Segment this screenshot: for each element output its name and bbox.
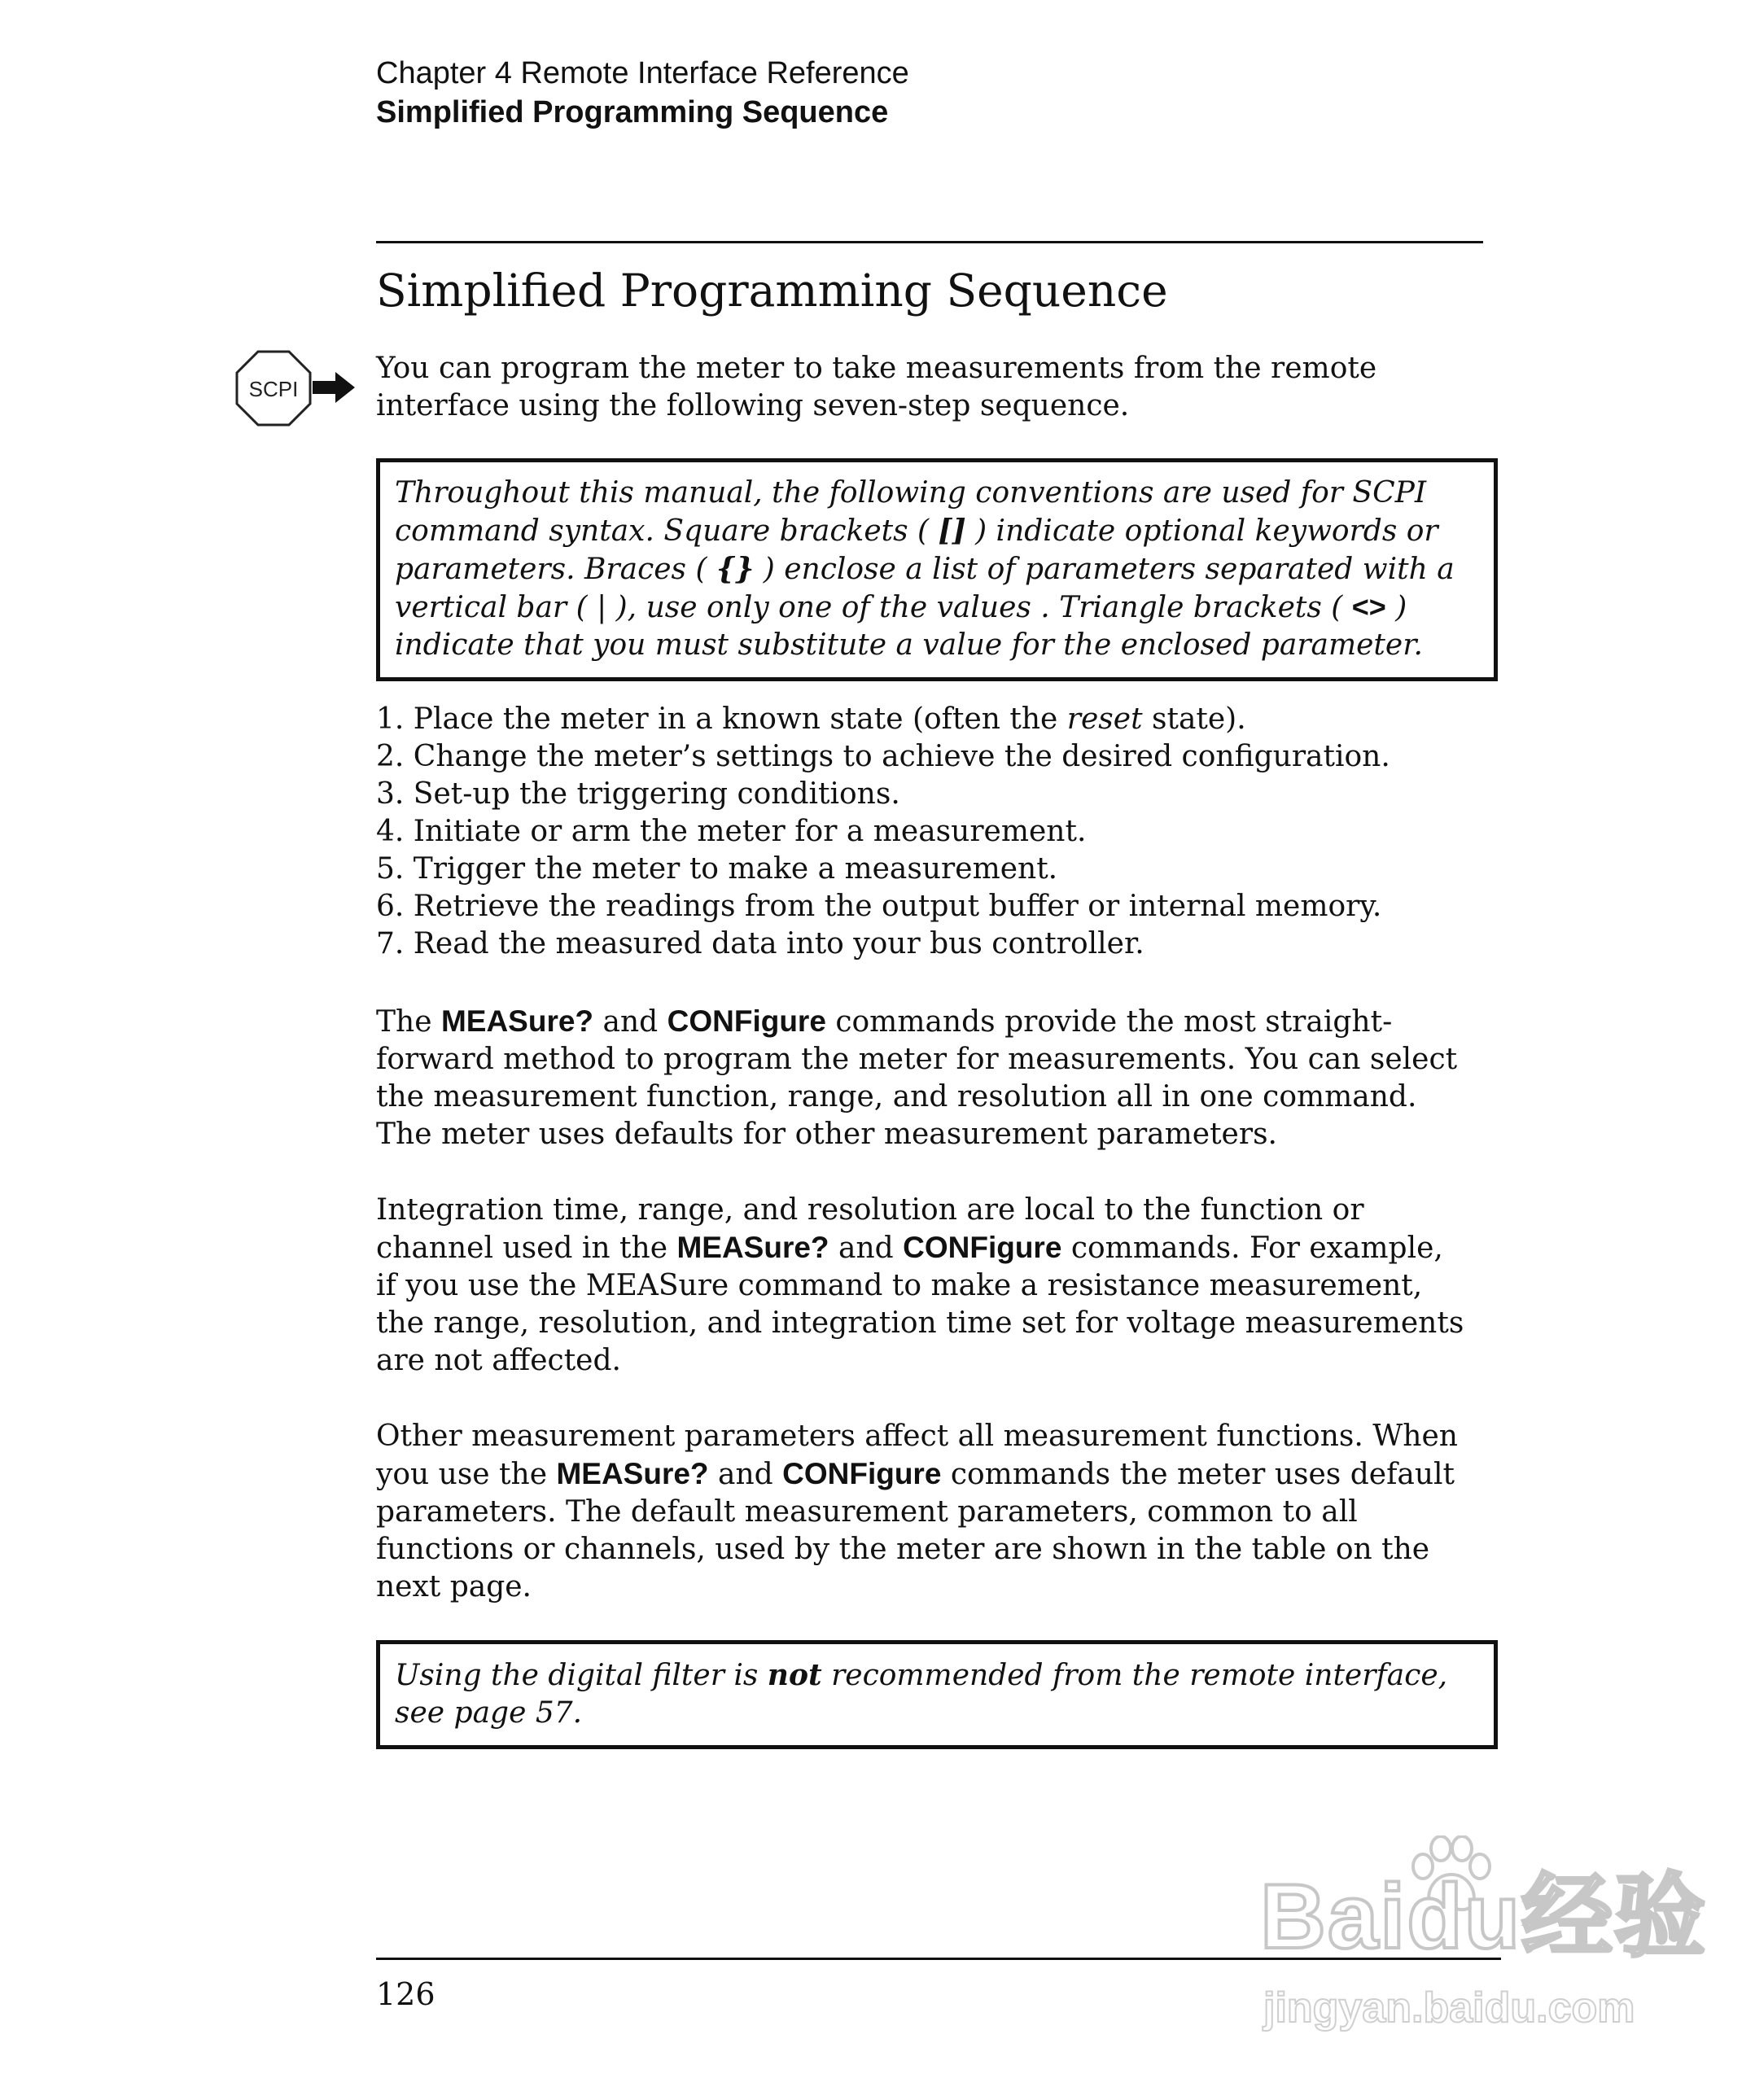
watermark-logo-text: Baidu经验: [1260, 1866, 1708, 1967]
page-title: Simplified Programming Sequence: [376, 265, 1168, 317]
paragraph-line: functions or channels, used by the meter are shown in the table on the: [376, 1533, 1430, 1566]
digital-filter-note: [376, 1640, 1498, 1749]
scpi-stop-sign-icon: [235, 350, 312, 427]
list-item: 2. Change the meter’s settings to achieve the desired configuration.: [376, 740, 1390, 773]
paragraph-line: The MEASure? and CONFigure commands provide the most straight-: [376, 1004, 1393, 1039]
note-line: parameters. Braces ( {} ) enclose a list of parameters separated with a: [395, 552, 1455, 586]
configure-command: CONFigure: [782, 1457, 942, 1490]
measure-command: MEASure?: [440, 1004, 594, 1038]
baidu-watermark: [1260, 1860, 1708, 2067]
paragraph-line: the range, resolution, and integration time set for voltage measurements: [376, 1306, 1464, 1340]
intro-line: interface using the following seven-step sequence.: [376, 389, 1130, 422]
right-arrow-icon: [313, 372, 355, 403]
square-brackets-symbol: []: [938, 514, 966, 548]
paragraph-line: the measurement function, range, and resolution all in one command.: [376, 1080, 1417, 1113]
list-item: 7. Read the measured data into your bus controller.: [376, 927, 1144, 960]
paragraph-line: Integration time, range, and resolution are local to the function or: [376, 1193, 1364, 1227]
paragraph-line: parameters. The default measurement parameters, common to all: [376, 1495, 1358, 1529]
paragraph-line: channel used in the MEASure? and CONFigure commands. For example,: [376, 1231, 1443, 1265]
configure-command: CONFigure: [667, 1004, 826, 1038]
syntax-conventions-note: [376, 458, 1498, 681]
configure-command: CONFigure: [903, 1231, 1062, 1264]
top-divider: [376, 241, 1483, 243]
other-parameters-paragraph: [376, 1418, 1458, 1606]
paragraph-line: forward method to program the meter for measurements. You can select: [376, 1043, 1458, 1076]
braces-symbol: {}: [716, 552, 755, 586]
intro-line: You can program the meter to take measurements from the remote: [376, 352, 1377, 385]
list-item: 1. Place the meter in a known state (often the reset state).: [376, 702, 1246, 736]
running-header-chapter: Chapter 4 Remote Interface Reference: [376, 56, 909, 90]
list-item: 4. Initiate or arm the meter for a measurement.: [376, 815, 1087, 848]
paragraph-line: are not affected.: [376, 1344, 621, 1377]
note-line: indicate that you must substitute a value for the enclosed parameter.: [395, 628, 1423, 662]
measure-command: MEASure?: [676, 1231, 829, 1264]
integration-paragraph: [376, 1192, 1464, 1380]
note-line: see page 57.: [395, 1696, 583, 1730]
list-item: 6. Retrieve the readings from the output buffer or internal memory.: [376, 890, 1382, 923]
paragraph-line: next page.: [376, 1570, 532, 1603]
watermark-url: jingyan.baidu.com: [1263, 1984, 1635, 2032]
paragraph-line: if you use the MEASure command to make a resistance measurement,: [376, 1269, 1423, 1302]
running-header-section: Simplified Programming Sequence: [376, 95, 889, 129]
paragraph-line: you use the MEASure? and CONFigure commands the meter uses default: [376, 1457, 1455, 1491]
measure-configure-paragraph: [376, 1003, 1457, 1153]
page-number: 126: [376, 1976, 435, 2012]
steps-list: [376, 701, 1390, 963]
note-line: Throughout this manual, the following conventions are used for SCPI: [395, 476, 1427, 510]
paragraph-line: Other measurement parameters affect all measurement functions. When: [376, 1420, 1458, 1453]
intro-paragraph: [376, 350, 1376, 425]
note-line: Using the digital filter is not recommended from the remote interface,: [395, 1658, 1448, 1692]
scpi-badge-label: SCPI: [248, 377, 299, 401]
note-line: vertical bar ( | ), use only one of the values . Triangle brackets ( <> ): [395, 590, 1407, 624]
note-line: command syntax. Square brackets ( [] ) indicate optional keywords or: [395, 514, 1438, 548]
list-item: 5. Trigger the meter to make a measurement.: [376, 852, 1058, 886]
reset-emphasis: reset: [1066, 702, 1143, 736]
list-item: 3. Set-up the triggering conditions.: [376, 777, 900, 811]
paragraph-line: The meter uses defaults for other measurement parameters.: [376, 1118, 1277, 1151]
not-emphasis: not: [767, 1658, 822, 1692]
measure-command: MEASure?: [556, 1457, 709, 1490]
triangle-brackets-symbol: <>: [1351, 590, 1386, 623]
